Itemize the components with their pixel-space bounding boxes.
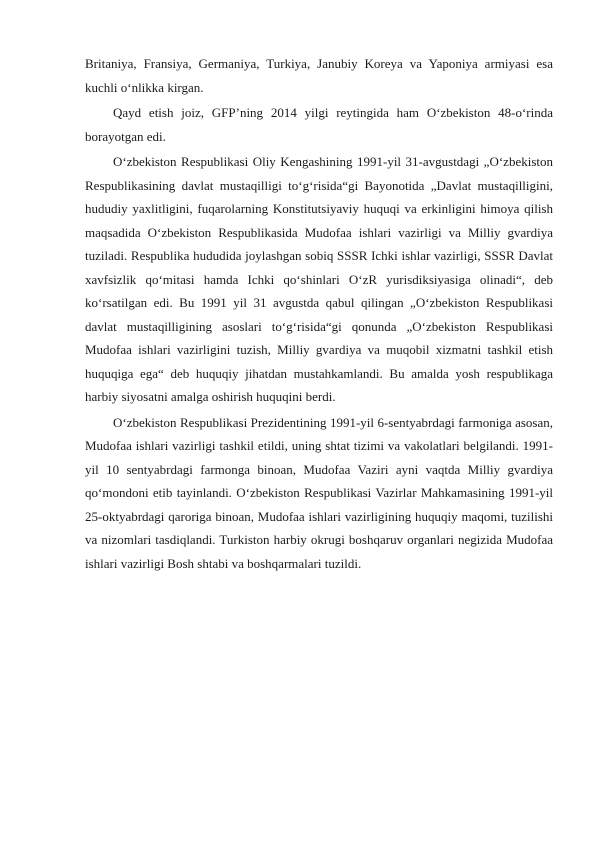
paragraph-1: Britaniya, Fransiya, Germaniya, Turkiya, Janubiy Koreya va Yaponiya armiyasi esa kuchli o‘nlikka kirgan.	[85, 56, 553, 95]
document-body	[85, 52, 553, 577]
paragraph-4: O‘zbekiston Respublikasi Prezidentining 1991-yil 6-sentyabrdagi farmoniga asosan, Mudofaa ishlari vazirligi tashkil etildi, uning shtat tizimi va vakolatlari belgilandi. 1991-yil 10 sentyabrdagi farmonga binoan, Mudofaa Vaziri ayni vaqtda Milliy gvardiya qo‘mondoni etib tayinlandi. O‘zbekiston Respublikasi Vazirlar Mahkamasining 1991-yil 25-oktyabrdagi qaroriga binoan, Mudofaa ishlari vazirligining huquqiy maqomi, tuzilishi va nizomlari tasdiqlandi. Turkiston harbiy okrugi boshqaruv organlari negizida Mudofaa ishlari vazirligi Bosh shtabi va boshqarmalari tuzildi.	[85, 414, 553, 571]
paragraph-2: Qayd etish joiz, GFP’ning 2014 yilgi reytingida ham O‘zbekiston 48-o‘rinda borayotgan edi.	[85, 105, 553, 144]
paragraph-3: O‘zbekiston Respublikasi Oliy Kengashining 1991-yil 31-avgustdagi „O‘zbekiston Respublikasining davlat mustaqilligi to‘g‘risida“gi Bayonotida „Davlat mustaqilligini, hududiy yaxlitligini, fuqarolarning Konstitutsiyaviy huquqi va erkinligini himoya qilish maqsadida O‘zbekiston Respublikasida Mudofaa ishlari vazirligi va Milliy gvardiya tuziladi. Respublika hududida joylashgan sobiq SSSR Ichki ishlar vazirligi, SSSR Davlat xavfsizlik qo‘mitasi hamda Ichki qo‘shinlari O‘zR yurisdiksiyasiga olinadi“, deb ko‘rsatilgan edi. Bu 1991 yil 31 avgustda qabul qilingan „O‘zbekiston Respublikasi davlat mustaqilligining asoslari to‘g‘risida“gi qonunda „O‘zbekiston Respublikasi Mudofaa ishlari vazirligini tuzish, Milliy gvardiya va muqobil xizmatni tashkil etish huquqiga ega“ deb huquqiy jihatdan mustahkamlandi. Bu amalda yosh respublikaga harbiy siyosatni amalga oshirish huquqini berdi.	[85, 154, 553, 404]
